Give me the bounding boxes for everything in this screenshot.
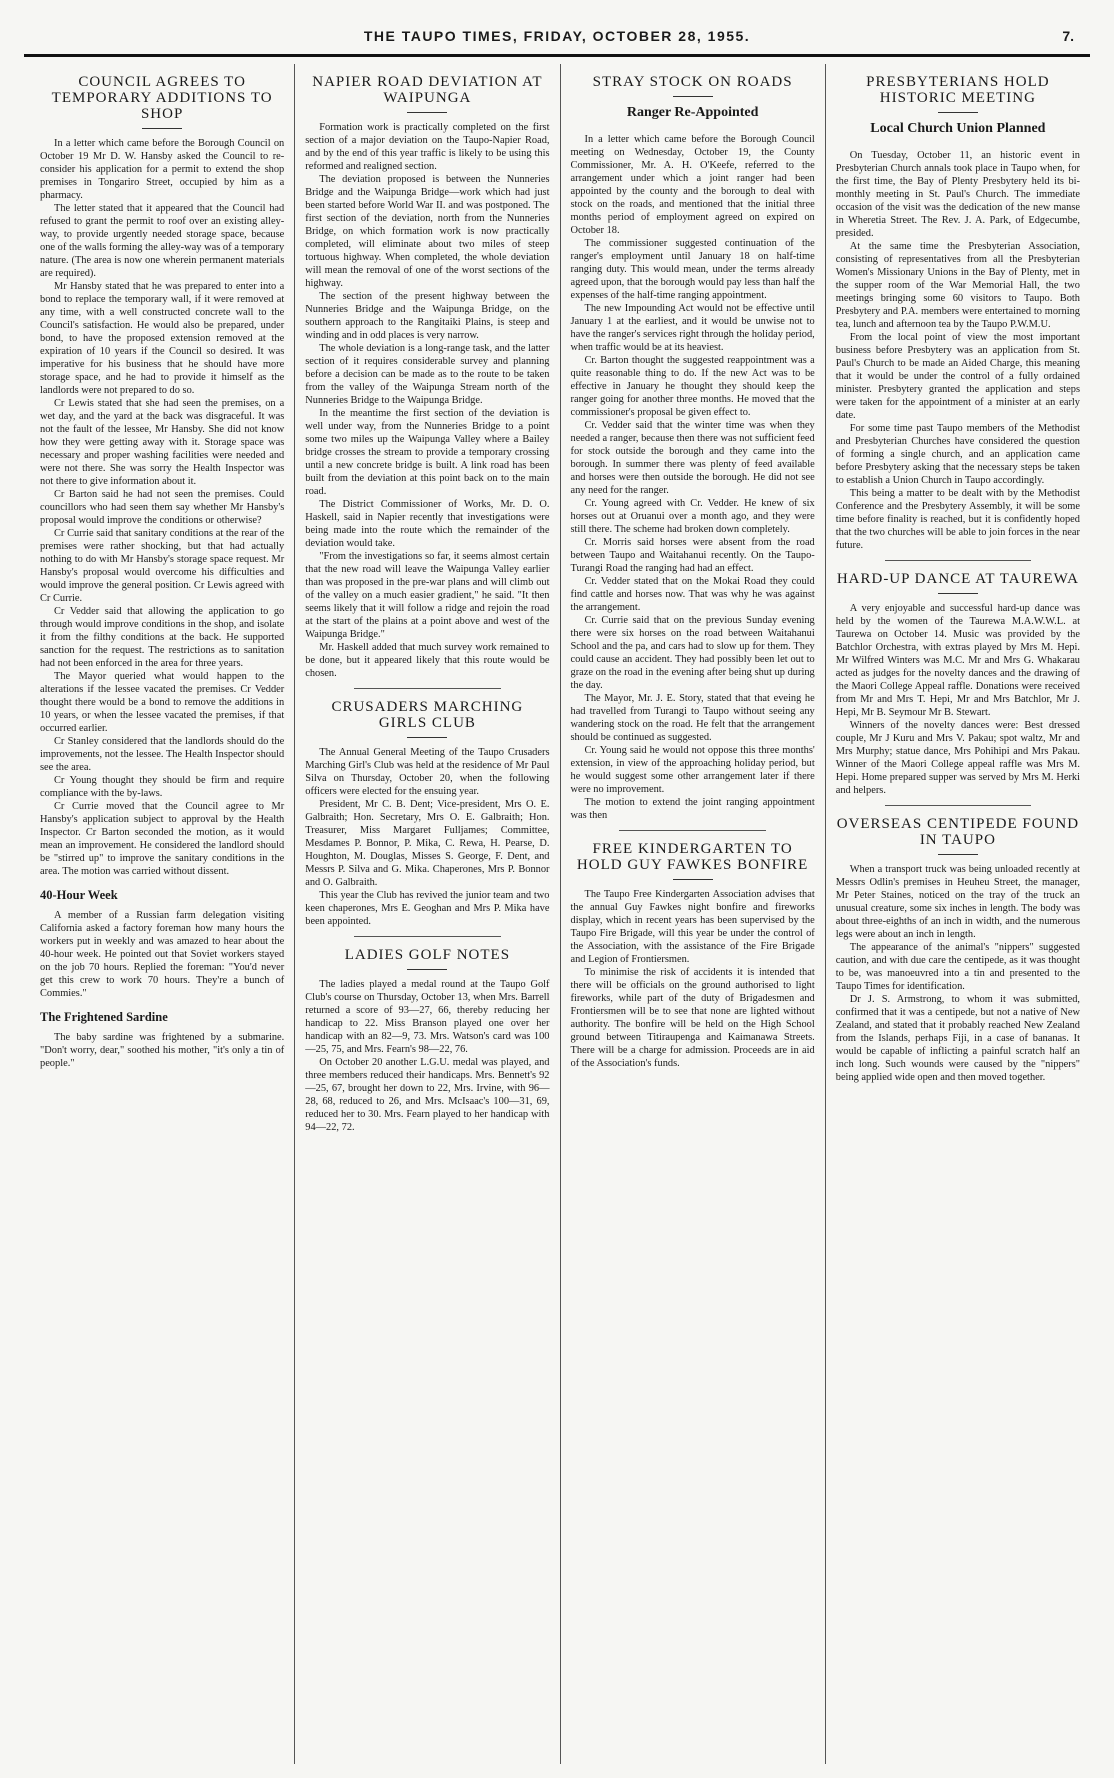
article-sidehead: 40-Hour Week xyxy=(40,888,118,902)
article-paragraph: From the local point of view the most important business before Presbytery was an application from St. Paul's Church to be made an Aided Charge, this meaning that it would be under the control of a fully ordained minister. Presbytery granted the application and steps were taken for the appointment of a minister at an early date. xyxy=(835,332,1080,421)
article-paragraph: The letter stated that it appeared that the Council had refused to grant the permit to roof over an existing alley-way, to provide urgently needed storage space, because one of the walls forming the alley-way was of a temporary nature. (The area is now one wherein permanent materials are required). xyxy=(40,203,285,279)
article-paragraph: Cr. Young agreed with Cr. Vedder. He knew of six horses out at Oruanui over a month ago, and they were still there. The scheme had broken down completely. xyxy=(570,498,815,535)
article-divider xyxy=(885,805,1032,806)
article-paragraph: Cr Barton said he had not seen the premises. Could councillors who had seen them say whether Mr Hansby's proposal would improve the conditions or otherwise? xyxy=(40,489,285,526)
article-paragraph: Cr. Young said he would not oppose this three months' extension, in view of the approaching holiday period, but he would suggest some other arrangement later if there were no improvement. xyxy=(570,745,815,795)
page-number: 7. xyxy=(1062,28,1074,44)
article-headline: NAPIER ROAD DEVIATION AT WAIPUNGA xyxy=(312,74,543,106)
column-4 xyxy=(826,64,1090,1764)
article-paragraph: Cr. Barton thought the suggested reappointment was a quite reasonable thing to do. If the new Act was to be effective in January he thought they should keep the ranger going for another three months. He moved that the commissioner's proposal be given effect to. xyxy=(570,355,815,418)
article-paragraph: A very enjoyable and successful hard-up dance was held by the women of the Taurewa M.A.W.W.L. at Taurewa on October 14. Music was provided by the Batchlor Orchestra, with extras played by Mrs M. Hepi. Mr Wilfred Winters was M.C. Mr and Mrs G. Whakarau acted as judges for the novelty dances and the drawing of the Maori College Appeal raffle. Donations were received from Mr and Mrs T. Hepi, Mr and Mrs Batchlor, Mr J. Hepi, Mr B. Seymour Mr B. Stewart. xyxy=(835,603,1080,718)
article-paragraph: Cr. Vedder said that the winter time was when they needed a ranger, because then there was not sufficient feed for stock outside the borough and they came into the borough. In summer there was plenty of feed available and horses were then outside the borough. He did not see any need for the ranger. xyxy=(570,420,815,496)
article-paragraph: Cr Currie said that sanitary conditions at the rear of the premises were rather shocking, but that had actually nothing to do with Mr Hansby's storage space request. Mr Hansby's proposal would overcome his difficulties and would improve the general position. Cr Lewis agreed with Cr Currie. xyxy=(40,528,285,604)
article-paragraph: When a transport truck was being unloaded recently at Messrs Odlin's premises in Heuheu Street, the manager, Mr Peter Staines, noticed on the tray of the truck an unusual creature, some six inches in length. The body was about three-eighths of an inch in width, and the numerous legs were about an inch in length. xyxy=(835,864,1080,940)
article-paragraph: On October 20 another L.G.U. medal was played, and three members reduced their handicaps. Mrs. Bennett's 92—25, 67, brought her down to 22, Mrs. Irvine, with 96—28, 68, reduced to 26, and Mrs. McIsaac's 100—31, 69, reduced her to 30. Mrs. Fearn played to her handicap with 94—22, 72. xyxy=(305,1057,550,1133)
article-paragraph: Mr Hansby stated that he was prepared to enter into a bond to replace the temporary wall, if it were removed at any time, with a well constructed concrete wall to the Council's satisfaction. He would also be prepared, under bond, to have the proposed extension removed at the expiration of 10 years if the Council so desired. It was imperative for his business that he should have more storage space, and he had to provide it himself as the landlords were not prepared to do so. xyxy=(40,281,285,396)
article-paragraph: The Mayor, Mr. J. E. Story, stated that that eveing he had travelled from Turangi to Taupo without seeing any wandering stock on the road. He felt that the arrangement should be continued as suggested. xyxy=(570,693,815,743)
article-paragraph: The Mayor queried what would happen to the alterations if the lessee vacated the premises. Cr Vedder thought there would be a bond to remove the additions in 10 years, or when the lessee vacated the premises, if that occurred earlier. xyxy=(40,671,285,734)
headline-rule xyxy=(673,96,713,97)
article-paragraph: In a letter which came before the Borough Council on October 19 Mr D. W. Hansby asked the Council to re-consider his application for a permit to extend the shop premises in Tongariro Street, occupied by him as a pharmacy. xyxy=(40,138,285,201)
headline-rule xyxy=(938,112,978,113)
article-divider xyxy=(354,688,501,689)
article-paragraph: Cr Currie moved that the Council agree to Mr Hansby's application subject to approval by the Health Inspector. Cr Barton seconded the motion, as it would mean an improvement. He considered the landlord should be "stirred up" to improve the sanitary conditions in the area. The motion was carried without dissent. xyxy=(40,801,285,877)
article-divider xyxy=(885,560,1032,561)
article-headline: FREE KINDERGARTEN TO HOLD GUY FAWKES BONFIRE xyxy=(576,841,809,873)
article-paragraph: Dr J. S. Armstrong, to whom it was submitted, confirmed that it was a centipede, but not a native of New Zealand, and stated that it probably reached New Zealand from the Islands, perhaps Fiji, in a case of bananas. It would be capable of inflicting a painful scratch half an inch long. Such wounds were caused by the "nippers" being applied wide open and then moved together. xyxy=(835,994,1080,1083)
article-paragraph: In a letter which came before the Borough Council meeting on Wednesday, October 19, the County Commissioner, Mr. A. H. O'Keefe, referred to the arrangement under which a joint ranger had been appointed by the county and the borough to deal with stock on the roads, and mentioned that the initial three months period of employment agreed on expired on October 18. xyxy=(570,134,815,236)
article-paragraph: This being a matter to be dealt with by the Methodist Conference and the Presbytery Assembly, it will be some time before finality is reached, but it is confidently hoped that the two churches will be able to join forces in the near future. xyxy=(835,488,1080,551)
article-subheadline: Ranger Re-Appointed xyxy=(626,105,759,120)
article-headline: PRESBYTERIANS HOLD HISTORIC MEETING xyxy=(866,74,1050,106)
article-headline: OVERSEAS CENTIPEDE FOUND IN TAUPO xyxy=(836,816,1080,848)
article-divider xyxy=(619,830,766,831)
article-paragraph: The ladies played a medal round at the Taupo Golf Club's course on Thursday, October 13, when Mrs. Barrell returned a score of 93—27, 66, thereby reducing her handicap to 22. Miss Branson played one over her handicap with an 82—9, 73. Mrs. Watson's card was 100—25, 75, and Mrs. Fearn's 98—22, 76. xyxy=(305,979,550,1055)
article-paragraph: Cr Stanley considered that the landlords should do the improvements, not the lessee. The Health Inspector should see the area. xyxy=(40,736,285,773)
article-columns xyxy=(30,64,1090,1764)
article-paragraph: The District Commissioner of Works, Mr. D. O. Haskell, said in Napier recently that investigations were being made into the route which the remainder of the deviation would take. xyxy=(305,499,550,549)
masthead-title: THE TAUPO TIMES, FRIDAY, OCTOBER 28, 1955. xyxy=(363,28,751,44)
article-paragraph: Cr. Currie said that on the previous Sunday evening there were six horses on the road between Waitahanui School and the pa, and cars had to slow up for them. They could cause an accident. They had possibly been let out to graze on the road in the evening after being shut up during the day. xyxy=(570,615,815,691)
headline-rule xyxy=(142,128,182,129)
article-paragraph: The deviation proposed is between the Nunneries Bridge and the Waipunga Bridge—work which had just been started before World War II. and was postponed. The first section of the deviation, north from the Nunneries Bridge, on which formation work is now practically completed, will eliminate about two miles of steep tortuous highway. When completed, the whole deviation will mean the removal of one of the worst sections of the highway. xyxy=(305,174,550,289)
article-divider xyxy=(354,936,501,937)
headline-rule xyxy=(938,854,978,855)
article-paragraph: Cr. Vedder stated that on the Mokai Road they could find cattle and horses now. That was why he was against the arrangement. xyxy=(570,576,815,613)
column-1 xyxy=(30,64,295,1764)
article-paragraph: Formation work is practically completed on the first section of a major deviation on the Taupo-Napier Road, and by the end of this year traffic is likely to be using this reformed and realigned section. xyxy=(305,122,550,172)
article-paragraph: The Annual General Meeting of the Taupo Crusaders Marching Girl's Club was held at the residence of Mr Paul Silva on Thursday, October 20, when the following officers were elected for the ensuing year. xyxy=(305,747,550,797)
article-paragraph: At the same time the Presbyterian Association, consisting of representatives from all the Presbyterian Women's Missionary Unions in the Bay of Plenty, met in the supper room of the War Memorial Hall, the two meetings bringing some 60 visitors to Taupo. Both Presbytery and P.A. members were entertained to morning tea, lunch and afternoon tea by the Taupo P.W.M.U. xyxy=(835,241,1080,330)
article-paragraph: "From the investigations so far, it seems almost certain that the new road will leave the Waipunga Valley earlier than was proposed in the pre-war plans and will climb out of the valley on a much easier gradient," he said. "It then seems likely that it will follow a ridge and rejoin the road at the start of the plains at a point above and west of the Waipunga Bridge." xyxy=(305,551,550,640)
article-paragraph: Winners of the novelty dances were: Best dressed couple, Mr J Kuru and Mrs V. Pakau; spot waltz, Mr and Mrs Murphy; statue dance, Mrs Pohihipi and Mrs Pakau. Winner of the Maori College appeal raffle was Mrs M. Hepi. Home prepared supper was served by Mrs M. Herki and helpers. xyxy=(835,720,1080,796)
article-paragraph: The section of the present highway between the Nunneries Bridge and the Waipunga Bridge, on the southern approach to the Rangitaiki Plains, is steep and winding and in odd places is very narrow. xyxy=(305,291,550,341)
headline-rule xyxy=(938,593,978,594)
article-paragraph: This year the Club has revived the junior team and two keen chaperones, Mrs E. Geoghan and Mrs P. Mika have been appointed. xyxy=(305,890,550,927)
article-subheadline: Local Church Union Planned xyxy=(870,121,1046,136)
column-2 xyxy=(295,64,560,1764)
headline-rule xyxy=(407,112,447,113)
article-paragraph: The motion to extend the joint ranging appointment was then xyxy=(570,797,815,821)
masthead-rule xyxy=(24,54,1090,57)
article-headline: HARD-UP DANCE AT TAUREWA xyxy=(836,571,1079,587)
article-paragraph: The whole deviation is a long-range task, and the latter section of it requires considerable survey and planning before a decision can be made as to the route to be taken from the valley of the Waipunga Stream north of the Nunneries Bridge to the Waipunga Bridge. xyxy=(305,343,550,406)
article-sidehead: The Frightened Sardine xyxy=(40,1010,168,1024)
article-paragraph: The new Impounding Act would not be effective until January 1 at the earliest, and it would be unwise not to have the ranger's services right through the holiday period, when traffic would be at its heaviest. xyxy=(570,303,815,353)
article-paragraph: The commissioner suggested continuation of the ranger's employment until January 18 on half-time ranging duty. This would mean, under the terms already agreed upon, that the borough would pay less than half the expenses of the half-time ranging appointment. xyxy=(570,238,815,301)
article-paragraph: In the meantime the first section of the deviation is well under way, from the Nunneries Bridge to a point some two miles up the Waipunga Valley where a Bailey bridge crosses the stream to provide a temporary crossing until a new concrete bridge is built. A link road has been built from the deviation at this point back on to the main road. xyxy=(305,408,550,497)
article-headline: LADIES GOLF NOTES xyxy=(344,947,511,963)
article-paragraph: Mr. Haskell added that much survey work remained to be done, but it appeared likely that this route would be chosen. xyxy=(305,642,550,679)
article-paragraph: Cr Vedder said that allowing the application to go through would improve conditions in the shop, and isolate it from the filthy conditions at the back. He supported sanction for the request. The restrictions as to sanitation had not been enforced in the area for three years. xyxy=(40,606,285,669)
headline-rule xyxy=(407,969,447,970)
headline-rule xyxy=(673,879,713,880)
article-paragraph: President, Mr C. B. Dent; Vice-president, Mrs O. E. Galbraith; Hon. Secretary, Mrs O. E. Galbraith; Hon. Treasurer, Miss Margaret Fulljames; Committee, Mesdames P. Bonnor, P. Mika, C. Rewa, H. Pearse, D. Houghton, M. Douglas, Misses S. George, F. Dent, and Messrs P. Silva and G. Mika. Chaperones, Mrs P. Bonnor and O. Galbraith. xyxy=(305,799,550,888)
article-paragraph: A member of a Russian farm delegation visiting California asked a factory foreman how many hours the workers put in weekly and was amazed to hear about the 40-hour week. He pointed out that Soviet workers stayed on the job 70 hours. Replied the foreman: "You'd never get this crew to work 70 hours. They're a bunch of Commies." xyxy=(40,910,285,999)
article-paragraph: On Tuesday, October 11, an historic event in Presbyterian Church annals took place in Taupo when, for the first time, the Bay of Plenty Presbytery held its bi-monthly meeting in St. Paul's Church. The immediate occasion of the visit was the dedication of the new manse in Wheretia Street. The Rev. J. A. Park, of Edgecumbe, presided. xyxy=(835,150,1080,239)
article-headline: COUNCIL AGREES TO TEMPORARY ADDITIONS TO SHOP xyxy=(51,74,273,122)
headline-rule xyxy=(407,737,447,738)
article-paragraph: The Taupo Free Kindergarten Association advises that the annual Guy Fawkes night bonfire and fireworks display, which in recent years has been supervised by the Taupo Fire Brigade, will this year be under the control of the Association, with the assistance of the Fire Brigade and Legion of Frontiersmen. xyxy=(570,889,815,965)
article-paragraph: The baby sardine was frightened by a submarine. "Don't worry, dear," soothed his mother, "it's only a tin of people." xyxy=(40,1032,285,1069)
article-paragraph: Cr Lewis stated that she had seen the premises, on a wet day, and the yard at the back was disgraceful. It was not the fault of the lessee, Mr Hansby. She did not know how they were getting away with it. Storage space was necessary and proper washing facilities were needed and were not there. She was sorry the Health Inspector was not there to give information about it. xyxy=(40,398,285,487)
column-3 xyxy=(561,64,826,1764)
article-headline: CRUSADERS MARCHING GIRLS CLUB xyxy=(331,699,524,731)
article-paragraph: Cr Young thought they should be firm and require compliance with the by-laws. xyxy=(40,775,285,799)
masthead xyxy=(24,22,1090,52)
article-paragraph: To minimise the risk of accidents it is intended that there will be officials on the ground authorised to light fireworks, while part of the duty of Brigadesmen and Frontiersmen will be to see that none are lighted without authority. The bonfire will be held on the High School ground between Titiraupenga and Kaimanawa Streets. There will be a charge for admission. Proceeds are in aid of the Association's funds. xyxy=(570,967,815,1069)
article-paragraph: For some time past Taupo members of the Methodist and Presbyterian Churches have considered the question of forming a single church, and an application came before Presbytery asking that the necessary steps be taken to establish a Union Church in Taupo accordingly. xyxy=(835,423,1080,486)
article-paragraph: Cr. Morris said horses were absent from the road between Taupo and Waitahanui recently. On the Taupo-Turangi Road the ranging had had an effect. xyxy=(570,537,815,574)
article-headline: STRAY STOCK ON ROADS xyxy=(592,74,793,90)
article-paragraph: The appearance of the animal's "nippers" suggested caution, and with due care the centipede, as it was thought to be, was manoeuvred into a tin and presented to the Taupo Times for identification. xyxy=(835,942,1080,992)
